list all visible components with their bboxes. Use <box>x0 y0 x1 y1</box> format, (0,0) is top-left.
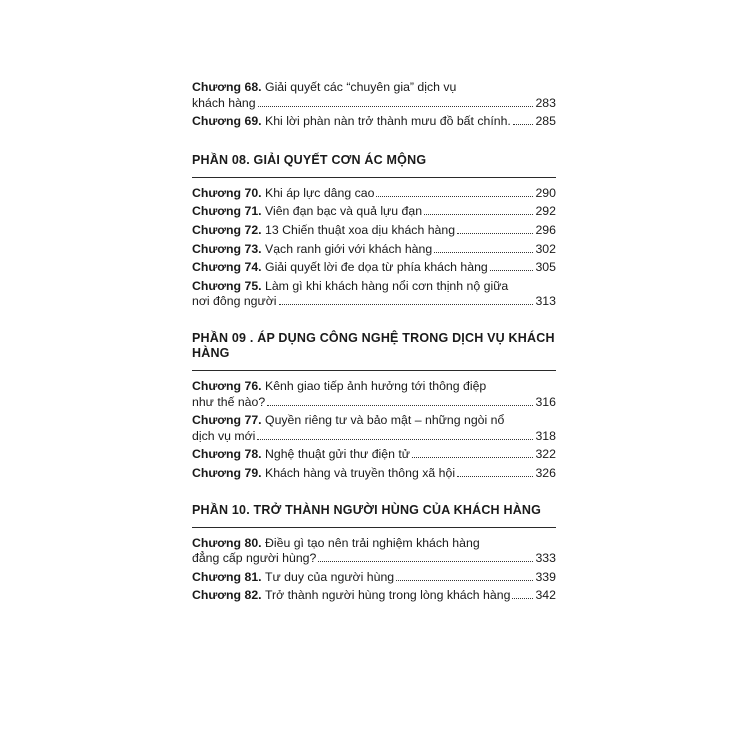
dot-leader <box>512 598 533 599</box>
toc-entry[interactable] <box>192 114 556 130</box>
chapter-leader-line <box>192 186 556 202</box>
dot-leader <box>396 580 533 581</box>
toc-entry[interactable] <box>192 466 556 482</box>
chapter-title: Giải quyết lời đe dọa từ phía khách hàng <box>265 260 488 275</box>
chapter-title-part1: Giải quyết các “chuyên gia” dịch vụ <box>265 80 457 94</box>
page-number: 316 <box>535 394 556 409</box>
chapter-title-line <box>192 413 556 429</box>
chapter-title: Khi áp lực dâng cao <box>265 185 375 200</box>
dot-leader <box>457 233 533 234</box>
toc-section <box>192 503 556 604</box>
chapter-title: như thế nào? <box>192 394 266 409</box>
toc-entry[interactable] <box>192 536 556 567</box>
chapter-title: Trở thành người hùng trong lòng khách hàng <box>265 588 511 603</box>
page-number: 322 <box>535 447 556 462</box>
page-number: 318 <box>535 428 556 443</box>
chapter-number: Chương 79. <box>192 465 262 480</box>
toc-entry[interactable] <box>192 204 556 220</box>
section-spacer <box>192 313 556 331</box>
chapter-title: 13 Chiến thuật xoa dịu khách hàng <box>265 222 456 237</box>
toc-entry[interactable] <box>192 413 556 444</box>
dot-leader <box>457 476 533 477</box>
toc-section <box>192 80 556 130</box>
chapter-number: Chương 68. <box>192 80 262 94</box>
toc-entry[interactable] <box>192 447 556 463</box>
chapter-leader-line <box>192 466 556 482</box>
chapter-leader-line <box>192 551 556 567</box>
chapter-title-part1: Kênh giao tiếp ảnh hưởng tới thông điệp <box>265 378 487 393</box>
chapter-number: Chương 69. <box>192 114 262 129</box>
chapter-number: Chương 82. <box>192 588 262 603</box>
chapter-number: Chương 71. <box>192 204 262 219</box>
chapter-title: dịch vụ mới <box>192 428 256 443</box>
section-title: PHẦN 10. TRỞ THÀNH NGƯỜI HÙNG CỦA KHÁCH HÀNG <box>192 503 556 528</box>
section-title: PHẦN 08. GIẢI QUYẾT CƠN ÁC MỘNG <box>192 153 556 178</box>
toc-entry[interactable] <box>192 379 556 410</box>
section-spacer <box>192 133 556 153</box>
page-number: 339 <box>535 569 556 584</box>
chapter-title: đẳng cấp người hùng? <box>192 551 317 566</box>
page-number: 283 <box>535 95 556 110</box>
toc-entry[interactable] <box>192 588 556 604</box>
toc-entry[interactable] <box>192 186 556 202</box>
page-number: 342 <box>535 588 556 603</box>
dot-leader <box>424 214 533 215</box>
chapter-title: nơi đông người <box>192 294 277 309</box>
toc-entry[interactable] <box>192 223 556 239</box>
chapter-title-part1: Làm gì khi khách hàng nổi cơn thịnh nộ giữa <box>265 278 509 293</box>
chapter-leader-line <box>192 223 556 239</box>
dot-leader <box>376 196 533 197</box>
toc-entry[interactable] <box>192 279 556 310</box>
chapter-number: Chương 70. <box>192 185 262 200</box>
chapter-title: Tư duy của người hùng <box>265 569 395 584</box>
chapter-title-line <box>192 536 556 552</box>
section-title: PHẦN 09 . ÁP DỤNG CÔNG NGHỆ TRONG DỊCH VỤ KHÁCH HÀNG <box>192 331 556 371</box>
table-of-contents <box>192 80 556 607</box>
dot-leader <box>267 405 533 406</box>
toc-section <box>192 331 556 482</box>
toc-entry[interactable] <box>192 80 556 111</box>
toc-entry[interactable] <box>192 260 556 276</box>
page-number: 326 <box>535 465 556 480</box>
page-number: 302 <box>535 241 556 256</box>
chapter-leader-line <box>192 204 556 220</box>
chapter-number: Chương 73. <box>192 241 262 256</box>
chapter-number: Chương 77. <box>192 413 262 428</box>
chapter-title-part1: Quyền riêng tư và bảo mật – những ngòi nổ <box>265 413 505 428</box>
chapter-number: Chương 75. <box>192 278 262 293</box>
chapter-number: Chương 76. <box>192 378 262 393</box>
page-number: 305 <box>535 260 556 275</box>
chapter-title-line <box>192 379 556 395</box>
chapter-title-part1: Điều gì tạo nên trải nghiệm khách hàng <box>265 535 480 550</box>
chapter-number: Chương 74. <box>192 260 262 275</box>
page-number: 333 <box>535 551 556 566</box>
chapter-leader-line <box>192 260 556 276</box>
dot-leader <box>412 457 533 458</box>
page-number: 313 <box>535 294 556 309</box>
page-number: 285 <box>535 114 556 129</box>
chapter-title: Khách hàng và truyền thông xã hội <box>265 465 456 480</box>
toc-entry[interactable] <box>192 242 556 258</box>
dot-leader <box>513 124 534 125</box>
chapter-leader-line <box>192 294 556 310</box>
chapter-leader-line <box>192 114 556 130</box>
chapter-number: Chương 81. <box>192 569 262 584</box>
dot-leader <box>258 106 534 107</box>
dot-leader <box>434 252 533 253</box>
chapter-number: Chương 78. <box>192 447 262 462</box>
chapter-leader-line <box>192 570 556 586</box>
chapter-number: Chương 80. <box>192 535 262 550</box>
toc-section <box>192 153 556 310</box>
toc-entry[interactable] <box>192 570 556 586</box>
chapter-leader-line <box>192 447 556 463</box>
chapter-title: khách hàng <box>192 95 256 110</box>
page-number: 292 <box>535 204 556 219</box>
chapter-leader-line <box>192 242 556 258</box>
chapter-leader-line <box>192 395 556 411</box>
chapter-title-line <box>192 279 556 295</box>
dot-leader <box>318 561 533 562</box>
chapter-title: Khi lời phàn nàn trở thành mưu đồ bất chính. <box>265 114 511 129</box>
chapter-leader-line <box>192 96 556 112</box>
chapter-title: Vạch ranh giới với khách hàng <box>265 241 433 256</box>
chapter-number: Chương 72. <box>192 222 262 237</box>
dot-leader <box>257 439 533 440</box>
chapter-leader-line <box>192 588 556 604</box>
dot-leader <box>490 270 534 271</box>
dot-leader <box>279 304 534 305</box>
page-number: 290 <box>535 185 556 200</box>
chapter-leader-line <box>192 429 556 445</box>
chapter-title: Viên đạn bạc và quả lựu đạn <box>265 204 423 219</box>
page-number: 296 <box>535 222 556 237</box>
chapter-title-line <box>192 80 556 96</box>
section-spacer <box>192 485 556 503</box>
chapter-title: Nghệ thuật gửi thư điện tử <box>265 447 411 462</box>
